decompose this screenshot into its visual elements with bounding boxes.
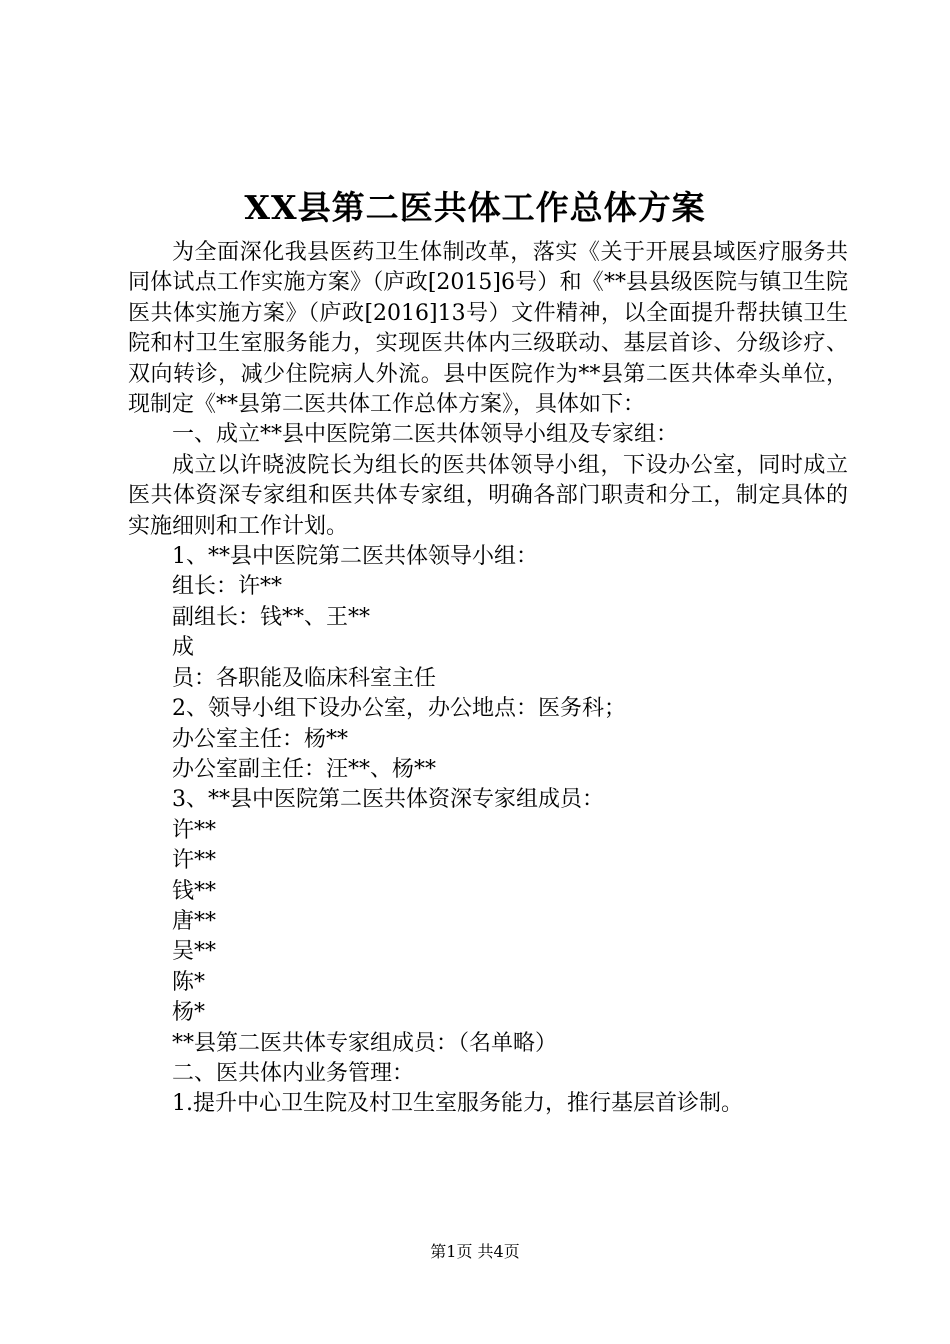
section-1-paragraph: 成立以许晓波院长为组长的医共体领导小组，下设办公室，同时成立医共体资深专家组和医共体专家组，明确各部门职责和分工，制定具体的实施细则和工作计划。	[128, 452, 848, 539]
document-title: XX县第二医共体工作总体方案	[244, 188, 706, 227]
expert-name: 许**	[172, 848, 217, 874]
intro-paragraph: 为全面深化我县医药卫生体制改革，落实《关于开展县域医疗服务共同体试点工作实施方案》（庐政[2015]6号）和《**县县级医院与镇卫生院医共体实施方案》（庐政[2016]13号）文件精神，以全面提升帮扶镇卫生院和村卫生室服务能力，实现医共体内三级联动、基层首诊、分级诊疗、双向转诊，减少住院病人外流。县中医院作为**县第二医共体牵头单位，现制定《**县第二医共体工作总体方案》，具体如下：	[128, 240, 848, 418]
expert-name: 钱**	[172, 878, 217, 904]
section-1-heading: 一、成立**县中医院第二医共体领导小组及专家组：	[172, 422, 679, 448]
group-leader-line: 组长：许**	[172, 574, 283, 600]
leadership-group-heading: 1、**县中医院第二医共体领导小组：	[172, 544, 538, 570]
document-body	[128, 238, 848, 1120]
page-footer: 第1页 共4页	[430, 1242, 520, 1261]
expert-name: 唐**	[172, 908, 217, 934]
expert-group-members-line: **县第二医共体专家组成员：（名单略）	[172, 1030, 558, 1056]
members-line-part-2: 员：各职能及临床科室主任	[172, 665, 437, 691]
section-2-heading: 二、医共体内业务管理：	[172, 1060, 415, 1086]
office-heading: 2、领导小组下设办公室，办公地点：医务科；	[172, 696, 626, 722]
expert-name: 杨*	[172, 1000, 206, 1026]
section-2-item-1: 1.提升中心卫生院及村卫生室服务能力，推行基层首诊制。	[172, 1091, 743, 1117]
expert-name: 吴**	[172, 939, 217, 965]
expert-name: 陈*	[172, 969, 206, 995]
deputy-leader-line: 副组长：钱**、王**	[172, 604, 371, 630]
members-line-part-1: 成	[172, 635, 195, 661]
senior-expert-group-heading: 3、**县中医院第二医共体资深专家组成员：	[172, 787, 604, 813]
office-deputy-director-line: 办公室副主任：汪**、杨**	[172, 756, 437, 782]
expert-name: 许**	[172, 817, 217, 843]
office-director-line: 办公室主任：杨**	[172, 726, 349, 752]
